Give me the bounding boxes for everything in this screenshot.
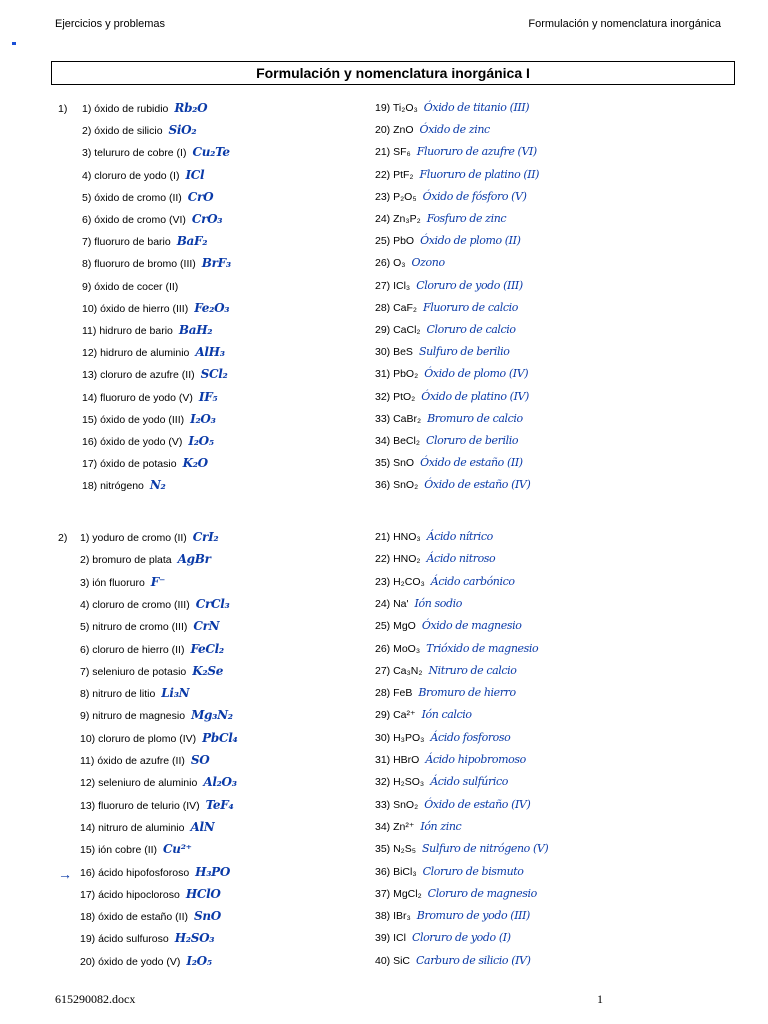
exercise-question: 25) PbO [375, 235, 415, 248]
exercise-item [82, 342, 225, 362]
exercise-item [375, 142, 537, 162]
exercise-question: 18) óxido de estaño (II) [80, 911, 188, 924]
handwritten-answer: K₂Se [192, 663, 224, 678]
exercise-question: 32) PtO₂ [375, 390, 416, 403]
handwritten-answer: K₂O [182, 456, 208, 471]
exercise-question: 4) cloruro de cromo (III) [80, 598, 190, 611]
handwritten-answer: Fosfuro de zinc [426, 212, 507, 225]
handwritten-answer: Ozono [411, 256, 445, 270]
exercise-question: 20) ZnO [375, 124, 414, 137]
exercise-item [375, 342, 509, 362]
footer-filename: 615290082.docx [55, 992, 136, 1006]
handwritten-answer: Óxido de estaño (IV) [424, 478, 531, 492]
exercise-item [82, 120, 196, 140]
header-left: Ejercicios y problemas [55, 18, 166, 30]
exercise-question: 31) HBrO [375, 754, 420, 766]
handwritten-answer: Ácido nítrico [426, 530, 493, 543]
exercise-question: 10) cloruro de plomo (IV) [80, 732, 197, 745]
exercise-question: 26) MoO₃ [375, 642, 421, 655]
exercise-item [80, 683, 189, 703]
handwritten-answer: Óxido de estaño (IV) [424, 797, 531, 811]
exercise-question: 19) Ti₂O₃ [375, 102, 418, 114]
handwritten-answer: N₂ [149, 478, 166, 493]
exercise-question: 12) seleniuro de aluminio [80, 777, 198, 790]
handwritten-answer: Cloruro de magnesio [427, 886, 537, 900]
exercise-question: 27) Ca₃N₂ [375, 664, 423, 677]
exercise-question: 24) Zn₃P₂ [375, 213, 421, 225]
exercise-question: 36) BiCl₃ [375, 865, 417, 878]
exercise-item [80, 772, 237, 792]
handwritten-answer: Óxido de platino (IV) [421, 389, 529, 403]
exercise-question: 17) óxido de potasio [82, 458, 177, 471]
exercise-question: 21) SF₆ [375, 146, 411, 159]
exercise-item [80, 616, 219, 636]
exercise-item [375, 453, 523, 473]
handwritten-answer: Ión calcio [421, 708, 472, 722]
exercise-question: 15) ión cobre (II) [80, 844, 158, 857]
handwritten-answer: Al₂O₃ [203, 775, 237, 790]
exercise-item [82, 142, 230, 162]
handwritten-answer: AgBr [177, 552, 211, 567]
handwritten-answer: Bromuro de yodo (III) [416, 909, 530, 923]
exercise-question: 29) CaCl₂ [375, 324, 421, 336]
handwritten-answer: Cloruro de yodo (I) [411, 931, 511, 945]
handwritten-answer: CrO [187, 189, 214, 204]
handwritten-answer: BaF₂ [176, 234, 208, 249]
exercise-item [82, 387, 217, 407]
exercise-item [80, 639, 224, 659]
handwritten-answer: Bromuro de calcio [427, 411, 523, 425]
exercise-question: 37) MgCl₂ [375, 887, 422, 900]
exercise-question: 28) FeB [375, 687, 413, 700]
exercise-question: 34) Zn²⁺ [375, 820, 415, 833]
exercise-question: 40) SiC [375, 954, 411, 967]
exercise-item [375, 320, 516, 340]
handwritten-answer: Ácido hipobromoso [425, 753, 526, 766]
handwritten-answer: Cu₂Te [192, 145, 230, 160]
exercise-question: 23) P₂O₅ [375, 190, 417, 203]
exercise-item [375, 705, 472, 725]
handwritten-answer: Fluoruro de platino (II) [419, 167, 540, 181]
handwritten-answer: Sulfuro de nitrógeno (V) [422, 842, 549, 856]
exercise-question: 6) óxido de cromo (VI) [82, 214, 186, 226]
page-title: Formulación y nomenclatura inorgánica I [51, 61, 735, 85]
exercise-question: 11) hidruro de bario [82, 325, 173, 337]
exercise-item [80, 951, 212, 971]
exercise-item [375, 298, 518, 318]
exercise-item [375, 862, 524, 882]
exercise-question: 23) H₂CO₃ [375, 575, 425, 588]
handwritten-answer: Fe₂O₃ [194, 300, 230, 315]
header-right: Formulación y nomenclatura inorgánica [528, 18, 721, 30]
handwritten-answer: Trióxido de magnesio [426, 641, 539, 655]
handwritten-answer: TeF₄ [205, 797, 234, 812]
exercise-item [82, 187, 213, 207]
handwritten-answer: CrN [193, 619, 220, 634]
exercise-question: 7) fluoruro de bario [82, 236, 171, 249]
exercise-question: 25) MgO [375, 620, 416, 633]
exercise-item [375, 409, 523, 429]
exercise-question: 36) SnO₂ [375, 479, 419, 492]
exercise-item [80, 661, 223, 681]
exercise-item [375, 683, 516, 703]
exercise-question: 5) nitruro de cromo (III) [80, 621, 188, 634]
handwritten-answer: CrO₃ [191, 212, 223, 226]
exercise-item [375, 187, 526, 207]
handwritten-answer: Ácido fosforoso [430, 730, 511, 744]
exercise-item [375, 276, 523, 296]
exercise-question: 30) BeS [375, 346, 413, 359]
exercise-item [80, 572, 165, 592]
exercise-item [80, 728, 237, 748]
exercise-question: 35) SnO [375, 457, 415, 470]
margin-arrow: → [58, 866, 72, 882]
exercise-item [82, 453, 208, 473]
section-2-number: 2) [58, 532, 68, 544]
exercise-item [375, 364, 528, 384]
handwritten-answer: SnO [193, 909, 221, 924]
exercise-question: 27) ICl₃ [375, 279, 411, 292]
exercise-item [375, 817, 461, 837]
exercise-question: 1) óxido de rubidio [82, 103, 169, 115]
exercise-question: 8) fluoruro de bromo (III) [82, 258, 196, 271]
handwritten-answer: Óxido de zinc [419, 123, 490, 137]
handwritten-answer: BaH₂ [178, 323, 213, 337]
exercise-item [80, 906, 221, 926]
ink-mark [12, 42, 16, 45]
exercise-question: 38) IBr₃ [375, 910, 411, 923]
handwritten-answer: SiO₂ [168, 123, 197, 138]
exercise-item [375, 795, 530, 815]
exercise-question: 6) cloruro de hierro (II) [80, 643, 185, 656]
handwritten-answer: Cloruro de yodo (III) [416, 278, 523, 292]
exercise-question: 13) fluoruro de telurio (IV) [80, 799, 200, 812]
handwritten-answer: Cu²⁺ [163, 842, 192, 857]
exercise-item [375, 209, 506, 229]
exercise-item [375, 928, 511, 948]
handwritten-answer: I₂O₅ [186, 953, 212, 968]
handwritten-answer: ICl [185, 167, 205, 182]
handwritten-answer: Óxido de fósforo (V) [422, 189, 527, 203]
exercise-question: 14) fluoruro de yodo (V) [82, 391, 193, 404]
exercise-item [82, 98, 207, 118]
handwritten-answer: PbCl₄ [202, 730, 238, 745]
handwritten-answer: AlH₃ [195, 345, 225, 360]
handwritten-answer: Rb₂O [174, 101, 208, 115]
handwritten-answer: Li₃N [161, 686, 190, 701]
exercise-item [82, 165, 204, 185]
exercise-item [375, 772, 508, 792]
exercise-question: 3) telururo de cobre (I) [82, 147, 187, 160]
exercise-item [80, 527, 218, 547]
exercise-question: 10) óxido de hierro (III) [82, 302, 189, 315]
exercise-item [375, 387, 529, 407]
exercise-question: 13) cloruro de azufre (II) [82, 369, 195, 382]
handwritten-answer: Ácido carbónico [430, 574, 515, 588]
exercise-item [375, 431, 518, 451]
exercise-question: 9) nitruro de magnesio [80, 710, 186, 723]
exercise-item [80, 795, 233, 815]
handwritten-answer: SO [190, 753, 210, 767]
handwritten-answer: BrF₃ [201, 256, 231, 271]
handwritten-answer: IF₅ [198, 389, 218, 404]
handwritten-answer: F⁻ [150, 574, 166, 589]
handwritten-answer: Óxido de plomo (II) [420, 234, 521, 248]
exercise-item [80, 750, 209, 770]
exercise-question: 33) CaBr₂ [375, 412, 422, 425]
handwritten-answer: Cloruro de berilio [425, 434, 519, 447]
exercise-question: 20) óxido de yodo (V) [80, 955, 181, 968]
exercise-question: 29) Ca²⁺ [375, 709, 416, 722]
exercise-question: 26) O₃ [375, 257, 406, 270]
exercise-item [375, 572, 515, 592]
exercise-item [80, 549, 211, 569]
handwritten-answer: Óxido de plomo (IV) [424, 367, 529, 381]
handwritten-answer: CrI₂ [192, 530, 219, 544]
exercise-question: 8) nitruro de litio [80, 688, 156, 701]
handwritten-answer: Ión sodio [414, 596, 462, 610]
exercise-item [80, 928, 214, 948]
exercise-item [375, 120, 490, 140]
exercise-question: 16) ácido hipofosforoso [80, 866, 190, 879]
handwritten-answer: Óxido de estaño (II) [420, 456, 523, 470]
handwritten-answer: FeCl₂ [190, 641, 224, 656]
exercise-item [375, 728, 510, 748]
exercise-question: 18) nitrógeno [82, 480, 144, 493]
exercise-question: 1) yoduro de cromo (II) [80, 532, 187, 544]
exercise-item [375, 951, 530, 971]
handwritten-answer: Mg₃N₂ [191, 708, 233, 723]
exercise-item [375, 165, 539, 185]
exercise-question: 33) SnO₂ [375, 798, 419, 811]
footer-page-number: 1 [597, 992, 603, 1006]
exercise-question: 34) BeCl₂ [375, 435, 420, 447]
exercise-item [375, 839, 548, 859]
exercise-question: 22) PtF₂ [375, 168, 414, 181]
exercise-item [375, 594, 462, 614]
exercise-question: 24) Na' [375, 597, 409, 610]
handwritten-answer: AlN [190, 819, 215, 834]
exercise-item [375, 231, 520, 251]
exercise-item [375, 661, 517, 681]
handwritten-answer: Sulfuro de berilio [418, 345, 510, 359]
exercise-question: 7) seleniuro de potasio [80, 665, 187, 678]
exercise-question: 4) cloruro de yodo (I) [82, 169, 180, 182]
exercise-question: 5) óxido de cromo (II) [82, 191, 182, 204]
handwritten-answer: Óxido de magnesio [421, 619, 522, 633]
exercise-item [82, 320, 212, 340]
exercise-item [82, 231, 207, 251]
exercise-item [80, 594, 229, 614]
handwritten-answer: H₂SO₃ [174, 931, 215, 946]
exercise-item [80, 884, 221, 904]
exercise-item [375, 639, 538, 659]
exercise-item [375, 253, 445, 273]
handwritten-answer: Fluoruro de azufre (VI) [416, 145, 537, 159]
handwritten-answer: Fluoruro de calcio [423, 300, 518, 314]
exercise-question: 32) H₂SO₃ [375, 776, 425, 789]
exercise-item [375, 98, 529, 118]
exercise-question: 3) ión fluoruro [80, 576, 145, 589]
exercise-question: 19) ácido sulfuroso [80, 933, 169, 946]
exercise-question: 15) óxido de yodo (III) [82, 413, 185, 426]
exercise-item [82, 209, 222, 229]
handwritten-answer: Ácido sulfúrico [430, 775, 508, 789]
exercise-item [375, 884, 537, 904]
exercise-question: 16) óxido de yodo (V) [82, 436, 183, 448]
exercise-item [375, 750, 526, 770]
exercise-question: 2) bromuro de plata [80, 554, 172, 567]
exercise-question: 22) HNO₂ [375, 553, 421, 566]
exercise-item [375, 475, 530, 495]
exercise-item [80, 862, 230, 882]
exercise-question: 9) óxido de cocer (II) [82, 280, 179, 293]
handwritten-answer: Bromuro de hierro [418, 686, 516, 700]
handwritten-answer: Carburo de silicio (IV) [416, 953, 531, 967]
handwritten-answer: Nitruro de calcio [428, 663, 517, 677]
exercise-question: 39) ICl [375, 932, 406, 945]
exercise-item [375, 527, 493, 547]
handwritten-answer: Óxido de titanio (III) [423, 101, 530, 114]
exercise-item [82, 431, 214, 451]
handwritten-answer: SCl₂ [200, 367, 228, 382]
exercise-question: 30) H₃PO₃ [375, 731, 425, 744]
handwritten-answer: I₂O₅ [188, 434, 214, 448]
exercise-item [82, 253, 231, 273]
exercise-item [375, 906, 530, 926]
exercise-question: 28) CaF₂ [375, 301, 418, 314]
exercise-question: 14) nitruro de aluminio [80, 821, 185, 834]
handwritten-answer: Cloruro de calcio [426, 323, 516, 336]
exercise-item [375, 549, 495, 569]
exercise-question: 2) óxido de silicio [82, 125, 163, 138]
exercise-question: 12) hidruro de aluminio [82, 347, 190, 360]
exercise-item [80, 817, 214, 837]
section-1-number: 1) [58, 103, 68, 115]
exercise-item [82, 475, 166, 495]
handwritten-answer: Ácido nitroso [426, 552, 496, 566]
handwritten-answer: Cloruro de bismuto [422, 864, 524, 878]
exercise-question: 21) HNO₃ [375, 531, 421, 543]
handwritten-answer: CrCl₃ [195, 596, 230, 611]
exercise-item [80, 839, 192, 859]
exercise-item [82, 298, 229, 318]
exercise-question: 31) PbO₂ [375, 368, 419, 381]
handwritten-answer: H₃PO [195, 864, 231, 879]
exercise-item [82, 409, 216, 429]
exercise-item [375, 616, 521, 636]
exercise-question: 35) N₂S₅ [375, 843, 416, 856]
handwritten-answer: HClO [185, 886, 221, 901]
exercise-item [82, 276, 184, 296]
exercise-item [82, 364, 227, 384]
exercise-question: 11) óxido de azufre (II) [80, 755, 185, 767]
handwritten-answer: I₂O₃ [190, 411, 216, 426]
exercise-item [80, 705, 233, 725]
exercise-question: 17) ácido hipocloroso [80, 888, 180, 901]
handwritten-answer: Ión zinc [420, 819, 462, 833]
